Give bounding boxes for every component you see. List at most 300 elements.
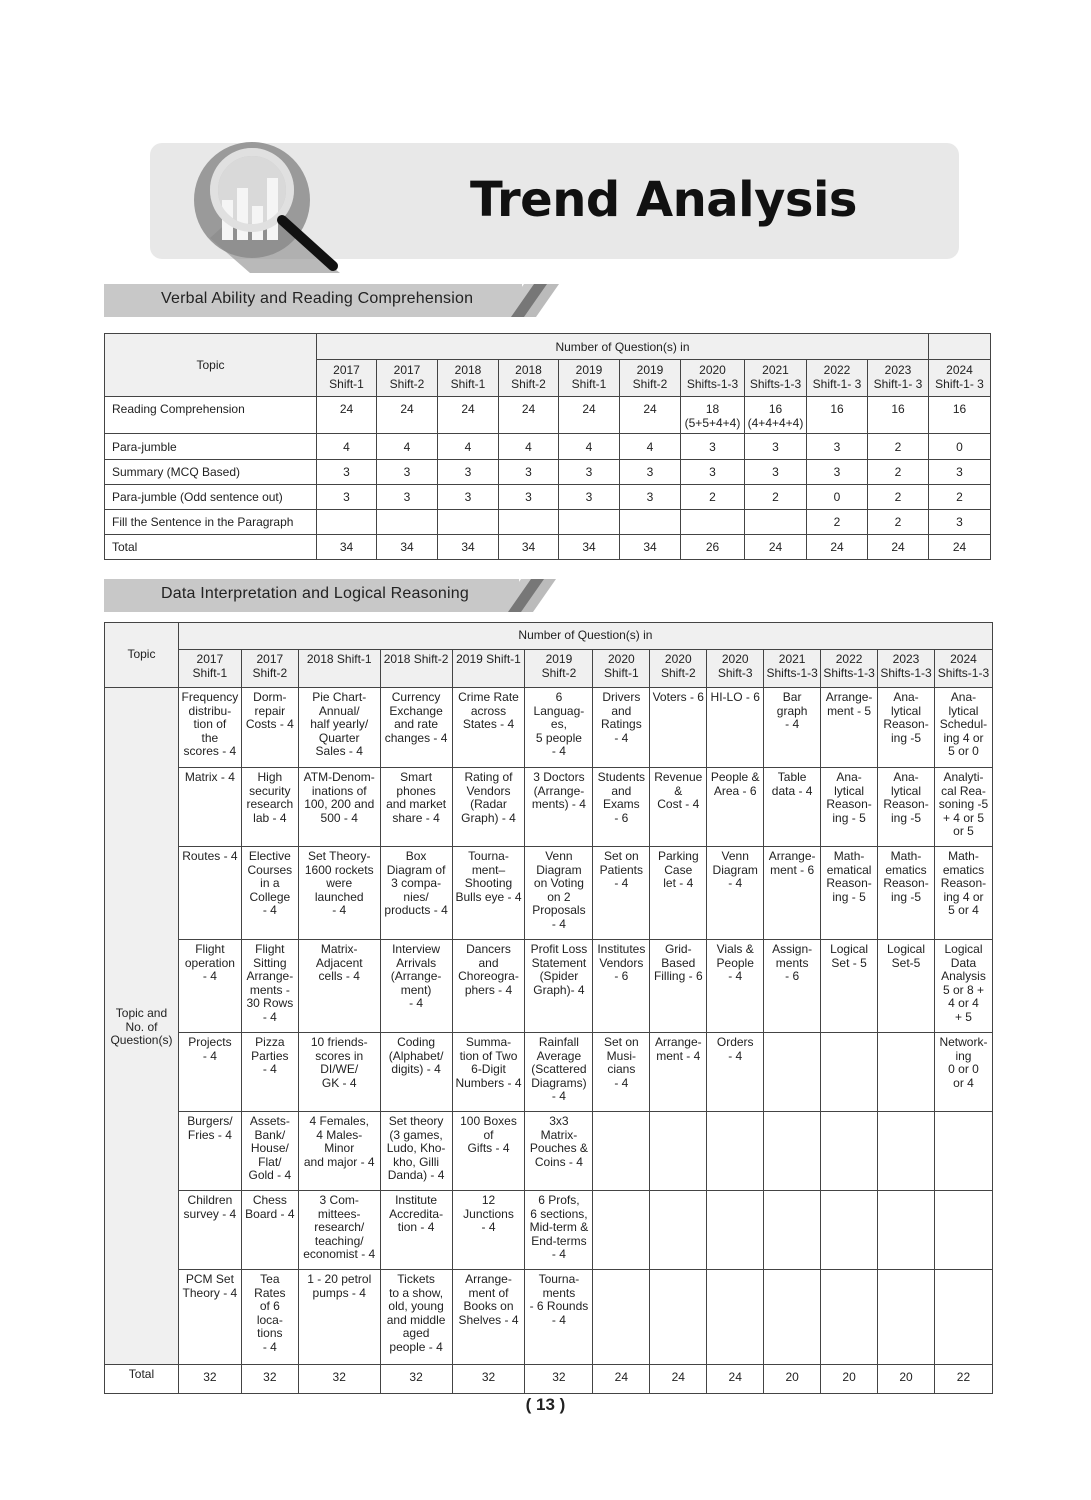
cell-line: 24 bbox=[582, 402, 596, 416]
cell-line: Shift-1 bbox=[329, 377, 364, 391]
cell-line: 3 Doctors bbox=[533, 770, 585, 784]
cell-line: Flight bbox=[195, 942, 225, 956]
year-header bbox=[878, 650, 935, 688]
cell-line: share - 4 bbox=[392, 810, 440, 825]
row-value bbox=[807, 535, 868, 560]
year-header bbox=[178, 650, 241, 688]
cell-line: ments bbox=[775, 955, 809, 970]
total-value: 24 bbox=[650, 1365, 707, 1394]
cell-line: GK - 4 bbox=[321, 1075, 357, 1090]
cell-line: phones bbox=[396, 783, 436, 798]
topic-cell bbox=[452, 1270, 525, 1365]
cell-line: 6-Digit bbox=[471, 1062, 506, 1076]
cell-line: 3 bbox=[525, 490, 532, 504]
cell-line: Arrange- bbox=[465, 1272, 512, 1286]
topic-cell bbox=[821, 1270, 878, 1365]
cell-line: Books on bbox=[463, 1299, 514, 1313]
cell-line: Routes - 4 bbox=[182, 849, 238, 863]
cell-line: Dorm- bbox=[253, 690, 287, 704]
cell-line: 2017 bbox=[256, 652, 284, 666]
topic-cell bbox=[241, 768, 298, 847]
cell-line: kho, Gilli bbox=[393, 1154, 440, 1169]
cell-line: scores in bbox=[315, 1048, 364, 1063]
cell-line: (Arrange- bbox=[390, 969, 442, 983]
cell-line: Tea bbox=[260, 1272, 280, 1286]
row-value bbox=[745, 535, 807, 560]
row-value bbox=[807, 510, 868, 535]
topic-cell bbox=[878, 1112, 935, 1191]
topic-cell bbox=[878, 768, 935, 847]
row-value bbox=[317, 434, 377, 460]
topic-cell bbox=[593, 768, 650, 847]
cell-line: ment of bbox=[468, 1285, 509, 1300]
cell-line: Frequency bbox=[181, 690, 239, 704]
cell-line: Shift-2 bbox=[541, 665, 577, 680]
row-value bbox=[807, 434, 868, 460]
topic-cell bbox=[593, 1191, 650, 1270]
row-value bbox=[438, 434, 499, 460]
cell-line: People & bbox=[710, 770, 760, 784]
cell-line: and market bbox=[386, 797, 447, 811]
cell-line: High bbox=[257, 770, 283, 784]
cell-line: Accredita- bbox=[389, 1206, 444, 1221]
year-header bbox=[380, 650, 452, 688]
cell-line: ing -5 bbox=[890, 730, 922, 745]
cell-line: Flight bbox=[255, 942, 285, 956]
cell-line: Analysis bbox=[941, 969, 986, 983]
cell-line: 3 bbox=[956, 465, 963, 479]
cell-line: Arrivals bbox=[396, 955, 437, 970]
row-value bbox=[499, 485, 559, 510]
topic-cell bbox=[298, 1112, 380, 1191]
row-value bbox=[868, 535, 929, 560]
cell-line: (Arrange- bbox=[533, 783, 585, 798]
total-value: 20 bbox=[764, 1365, 821, 1394]
cell-line: Minor bbox=[324, 1141, 355, 1155]
cell-line: Ana- bbox=[893, 690, 919, 704]
year-header bbox=[377, 360, 438, 397]
cell-line: - 4 bbox=[785, 717, 800, 731]
cell-line: 5 or 4 bbox=[948, 903, 979, 917]
row-value bbox=[317, 397, 377, 434]
cell-line: Bulls eye - 4 bbox=[455, 889, 522, 904]
topic-cell bbox=[380, 1270, 452, 1365]
cell-line: 16 bbox=[830, 402, 844, 416]
cell-line: operation bbox=[184, 955, 235, 970]
cell-line: - 4 bbox=[728, 876, 743, 890]
cell-line: 2017 bbox=[196, 652, 224, 666]
topic-cell bbox=[650, 1191, 707, 1270]
cell-line: ematics bbox=[942, 862, 985, 877]
cell-line: tion - 4 bbox=[397, 1220, 435, 1234]
cell-line: 2022 bbox=[835, 652, 863, 666]
table-row bbox=[105, 510, 991, 535]
row-value bbox=[499, 434, 559, 460]
cell-line: data - 4 bbox=[771, 783, 813, 798]
cell-line: Shift-2 bbox=[632, 377, 668, 391]
cell-line: 2021 bbox=[778, 652, 806, 666]
total-value: 32 bbox=[178, 1365, 241, 1394]
cell-line: 24 bbox=[952, 540, 967, 554]
cell-line: Set - 5 bbox=[831, 955, 867, 970]
topic-cell bbox=[525, 1270, 593, 1365]
cell-line: Shift-2 bbox=[660, 665, 696, 680]
cell-line: Elective bbox=[248, 849, 291, 863]
cell-line: 6 Profs, bbox=[538, 1193, 580, 1207]
topic-cell bbox=[380, 688, 452, 768]
cell-line: Smart bbox=[400, 770, 433, 784]
topic-cell bbox=[593, 688, 650, 768]
cell-line: Shifts-1-3 bbox=[937, 665, 990, 680]
cell-line: tion of Two bbox=[459, 1048, 518, 1063]
row-value bbox=[559, 460, 620, 485]
year-header bbox=[929, 360, 991, 397]
cell-line: - 4 bbox=[551, 916, 566, 931]
table-row bbox=[105, 1270, 993, 1365]
row-value bbox=[745, 434, 807, 460]
cell-line: 2023 bbox=[892, 652, 920, 666]
cell-line: 2022 bbox=[823, 363, 851, 377]
cell-line: Coding bbox=[397, 1035, 436, 1049]
topic-cell bbox=[593, 1270, 650, 1365]
row-value bbox=[929, 397, 991, 434]
topic-cell bbox=[764, 1191, 821, 1270]
cell-line: Grid- bbox=[664, 942, 692, 956]
row-topic: Fill the Sentence in the Paragraph bbox=[105, 510, 317, 535]
cell-line: ment) bbox=[400, 982, 432, 997]
cell-line: - 4 bbox=[202, 969, 217, 983]
topic-cell bbox=[525, 1191, 593, 1270]
cell-line: 3 bbox=[956, 515, 963, 529]
cell-line: on Voting bbox=[533, 876, 584, 890]
cell-line: Average bbox=[536, 1048, 582, 1063]
cell-line: Students bbox=[597, 770, 646, 784]
topic-cell bbox=[821, 768, 878, 847]
row-value bbox=[807, 397, 868, 434]
cell-line: 0 bbox=[956, 439, 963, 454]
cell-line: Shelves - 4 bbox=[458, 1312, 519, 1327]
topic-cell bbox=[380, 1033, 452, 1112]
cell-line: ing -5 bbox=[890, 889, 922, 904]
year-header bbox=[868, 360, 929, 397]
row-value bbox=[499, 397, 559, 434]
group-header: Number of Question(s) in bbox=[317, 334, 929, 360]
cell-line: Currency bbox=[391, 690, 441, 704]
row-value bbox=[745, 460, 807, 485]
cell-line: (3 games, bbox=[389, 1127, 443, 1142]
cell-line: 34 bbox=[643, 540, 657, 554]
cell-line: 2 bbox=[894, 465, 902, 479]
cell-line: 4 bbox=[343, 439, 350, 454]
cell-line: 3 bbox=[585, 490, 593, 504]
cell-line: 2 bbox=[894, 439, 902, 454]
year-header bbox=[438, 360, 499, 397]
cell-line: HI-LO - 6 bbox=[710, 690, 760, 704]
cell-line: or 4 bbox=[953, 1075, 974, 1090]
cell-line: lytical bbox=[948, 703, 979, 718]
cell-line: - 4 bbox=[202, 1048, 217, 1063]
topic-cell bbox=[241, 940, 298, 1033]
row-value bbox=[559, 535, 620, 560]
topic-cell bbox=[707, 1112, 764, 1191]
cell-line: 4 bbox=[525, 439, 532, 454]
cell-line: 2018 Shift-1 bbox=[306, 652, 372, 666]
cell-line: ing 4 or bbox=[943, 730, 984, 745]
row-value bbox=[377, 535, 438, 560]
cell-line: - 6 bbox=[614, 969, 629, 983]
topic-cell bbox=[525, 768, 593, 847]
cell-line: House/ bbox=[250, 1141, 289, 1155]
row-value bbox=[438, 397, 499, 434]
cell-line: Burgers/ bbox=[187, 1114, 233, 1128]
row-value bbox=[868, 460, 929, 485]
cell-line: 2020 bbox=[721, 652, 749, 666]
total-value: 24 bbox=[593, 1365, 650, 1394]
cell-line: ing - 5 bbox=[832, 889, 866, 904]
cell-line: 3 bbox=[343, 465, 350, 479]
cell-line: 3 bbox=[646, 490, 654, 504]
year-header bbox=[559, 360, 620, 397]
cell-line: Mid-term & bbox=[529, 1220, 589, 1234]
cell-line: 34 bbox=[400, 540, 414, 554]
cell-line: ments bbox=[542, 1285, 576, 1300]
topic-cell bbox=[878, 847, 935, 940]
year-header bbox=[499, 360, 559, 397]
topic-cell bbox=[380, 768, 452, 847]
topic-header: Topic bbox=[105, 334, 317, 397]
table-row bbox=[105, 688, 993, 768]
cell-line: Ludo, Kho- bbox=[386, 1141, 446, 1155]
topic-cell bbox=[380, 1112, 452, 1191]
cell-line: Arrange- bbox=[768, 849, 816, 863]
row-value bbox=[745, 510, 807, 535]
cell-line: - 4 bbox=[262, 1062, 277, 1076]
cell-line: 3 bbox=[772, 465, 779, 479]
cell-line: Flat/ bbox=[258, 1154, 282, 1169]
cell-line: - 4 bbox=[551, 1089, 566, 1103]
cell-line: Exams bbox=[603, 797, 640, 811]
cell-line: Profit Loss bbox=[530, 942, 588, 956]
cell-line: 3 bbox=[464, 490, 472, 504]
cell-line: Assign- bbox=[772, 942, 813, 956]
year-header bbox=[317, 360, 377, 397]
cell-line: & bbox=[674, 783, 683, 798]
topic-cell bbox=[707, 940, 764, 1033]
topic-cell bbox=[650, 1033, 707, 1112]
cell-line: aged bbox=[402, 1326, 430, 1340]
topic-cell bbox=[821, 688, 878, 768]
cell-line: + 5 bbox=[954, 1009, 972, 1024]
cell-line: mittees- bbox=[317, 1206, 361, 1221]
row-value bbox=[929, 460, 991, 485]
table-row bbox=[105, 768, 993, 847]
topic-cell bbox=[241, 1191, 298, 1270]
cell-line: in a bbox=[260, 876, 280, 890]
cell-line: cells - 4 bbox=[318, 969, 360, 983]
row-value bbox=[929, 434, 991, 460]
cell-line: Orders bbox=[716, 1035, 754, 1049]
topic-cell bbox=[707, 1191, 764, 1270]
cell-line: Shift-3 bbox=[717, 665, 753, 680]
cell-line: 2023 bbox=[884, 363, 912, 377]
cell-line: Shift-1- 3 bbox=[873, 377, 923, 391]
cell-line: Set on bbox=[603, 1035, 639, 1049]
row-value bbox=[681, 397, 745, 434]
cell-line: Costs - 4 bbox=[245, 717, 294, 731]
cell-line: ment - 6 bbox=[770, 862, 815, 877]
row-value bbox=[807, 485, 868, 510]
topic-cell bbox=[934, 1191, 992, 1270]
topic-cell bbox=[764, 1270, 821, 1365]
row-value bbox=[681, 434, 745, 460]
cell-line: Shift-1 bbox=[192, 665, 228, 680]
cell-line: Shift-2 bbox=[389, 377, 425, 391]
group-header: Number of Question(s) in bbox=[178, 623, 992, 650]
cell-line: of bbox=[483, 1127, 494, 1142]
cell-line: Courses bbox=[247, 862, 293, 877]
cell-line: Pie Chart- bbox=[312, 690, 367, 704]
cell-line: lytical bbox=[891, 703, 922, 718]
cell-line: Theory - 4 bbox=[182, 1285, 238, 1300]
table-row bbox=[105, 1191, 993, 1270]
dilr-trend-table bbox=[104, 622, 993, 1394]
cell-line: es, bbox=[550, 717, 567, 731]
cell-line: Shooting bbox=[464, 876, 513, 890]
cell-line: the bbox=[201, 730, 219, 745]
row-value bbox=[868, 434, 929, 460]
table-row bbox=[105, 460, 991, 485]
cell-line: 2024 bbox=[946, 363, 973, 377]
cell-line: Summa- bbox=[465, 1035, 512, 1049]
topic-cell bbox=[934, 1112, 992, 1191]
cell-line: 1 - 20 petrol bbox=[307, 1272, 372, 1286]
cell-line: Shift-1 bbox=[604, 665, 639, 680]
cell-line: 24 bbox=[830, 540, 844, 554]
cell-line: Arrange- bbox=[246, 969, 294, 983]
total-label: Total bbox=[105, 1365, 179, 1394]
cell-line: 1600 rockets bbox=[304, 862, 374, 877]
row-value bbox=[681, 510, 745, 535]
cell-line: 2021 bbox=[762, 363, 789, 377]
cell-line: 2 bbox=[956, 490, 963, 504]
topic-cell bbox=[178, 1112, 241, 1191]
topic-cell bbox=[452, 1033, 525, 1112]
row-value bbox=[377, 434, 438, 460]
cell-line: Diagram bbox=[712, 862, 758, 877]
cell-line: Based bbox=[661, 955, 696, 970]
cell-line: on 2 bbox=[547, 889, 571, 904]
cell-line: ing 4 or bbox=[943, 889, 984, 904]
cell-line: 4 or 4 bbox=[948, 996, 979, 1010]
cell-line: people - 4 bbox=[389, 1339, 443, 1354]
cell-line: Rates bbox=[254, 1285, 286, 1300]
cell-line: 100 Boxes bbox=[460, 1114, 517, 1128]
row-value bbox=[620, 510, 681, 535]
cell-line: Parties bbox=[251, 1048, 289, 1063]
topic-cell bbox=[650, 847, 707, 940]
cell-line: research bbox=[246, 797, 294, 811]
cell-line: soning -5 bbox=[938, 797, 989, 811]
cell-line: Shift-1 bbox=[571, 377, 607, 391]
cell-line: People bbox=[716, 955, 754, 970]
topic-cell bbox=[707, 1033, 764, 1112]
cell-line: Ana- bbox=[893, 770, 919, 784]
cell-line: old, young bbox=[388, 1299, 444, 1313]
cell-line: Shift-2 bbox=[511, 377, 546, 391]
cell-line: Math- bbox=[833, 849, 865, 863]
cell-line: 3 bbox=[525, 465, 532, 479]
topic-cell bbox=[452, 847, 525, 940]
topic-cell bbox=[821, 1112, 878, 1191]
table-row bbox=[105, 1033, 993, 1112]
topic-cell bbox=[178, 1033, 241, 1112]
cell-line: Table bbox=[777, 770, 807, 784]
cell-line: - 4 bbox=[728, 1048, 743, 1063]
cell-line: 16 bbox=[891, 402, 905, 416]
cell-line: Sitting bbox=[253, 955, 287, 970]
cell-line: tion of bbox=[193, 717, 227, 731]
topic-cell bbox=[380, 1191, 452, 1270]
total-value: 32 bbox=[298, 1365, 380, 1394]
cell-line: - 4 bbox=[614, 730, 629, 745]
cell-line: Junctions bbox=[463, 1206, 514, 1221]
total-value: 20 bbox=[821, 1365, 878, 1394]
cell-line: 2019 bbox=[545, 652, 573, 666]
topic-cell bbox=[178, 768, 241, 847]
cell-line: ing -5 bbox=[890, 810, 922, 825]
cell-line: 16 bbox=[768, 402, 783, 416]
row-value bbox=[377, 397, 438, 434]
row-topic: Reading Comprehension bbox=[105, 397, 317, 434]
cell-line: Graph)- 4 bbox=[533, 982, 585, 997]
cell-line: 2 bbox=[709, 490, 716, 504]
year-header bbox=[620, 360, 681, 397]
cell-line: Shifts-1-3 bbox=[749, 377, 802, 391]
topic-cell bbox=[934, 1270, 992, 1365]
cell-line: Interview bbox=[392, 942, 441, 956]
topic-cell bbox=[593, 1112, 650, 1191]
magnifier-chart-icon bbox=[190, 128, 350, 273]
topic-cell bbox=[178, 1191, 241, 1270]
cell-line: and rate bbox=[394, 717, 439, 731]
cell-line: 2024 bbox=[950, 652, 977, 666]
cell-line: Box bbox=[405, 849, 427, 863]
cell-line: phers - 4 bbox=[464, 982, 513, 997]
cell-line: Exchange bbox=[389, 703, 443, 718]
cell-line: 3 bbox=[343, 490, 350, 504]
cell-line: - 4 bbox=[262, 1009, 277, 1024]
cell-line: ematics bbox=[885, 862, 927, 877]
cell-line: ment - 4 bbox=[656, 1048, 701, 1063]
row-value bbox=[317, 460, 377, 485]
row-value bbox=[559, 397, 620, 434]
cell-line: 3 compa- bbox=[391, 876, 442, 890]
cell-line: Reason- bbox=[883, 717, 929, 731]
topic-cell bbox=[934, 847, 992, 940]
cell-line: tions bbox=[257, 1326, 283, 1340]
table-row bbox=[105, 940, 993, 1033]
cell-line: Pizza bbox=[255, 1035, 285, 1049]
topic-cell bbox=[298, 847, 380, 940]
cell-line: Math- bbox=[948, 849, 979, 863]
cell-line: Danda) - 4 bbox=[387, 1168, 445, 1182]
row-value bbox=[620, 397, 681, 434]
cell-line: Shifts-1-3 bbox=[880, 665, 932, 680]
cell-line: Bank/ bbox=[254, 1127, 286, 1142]
cell-line: 2 bbox=[833, 515, 841, 529]
cell-line: Vendors bbox=[599, 955, 644, 970]
row-value bbox=[559, 434, 620, 460]
